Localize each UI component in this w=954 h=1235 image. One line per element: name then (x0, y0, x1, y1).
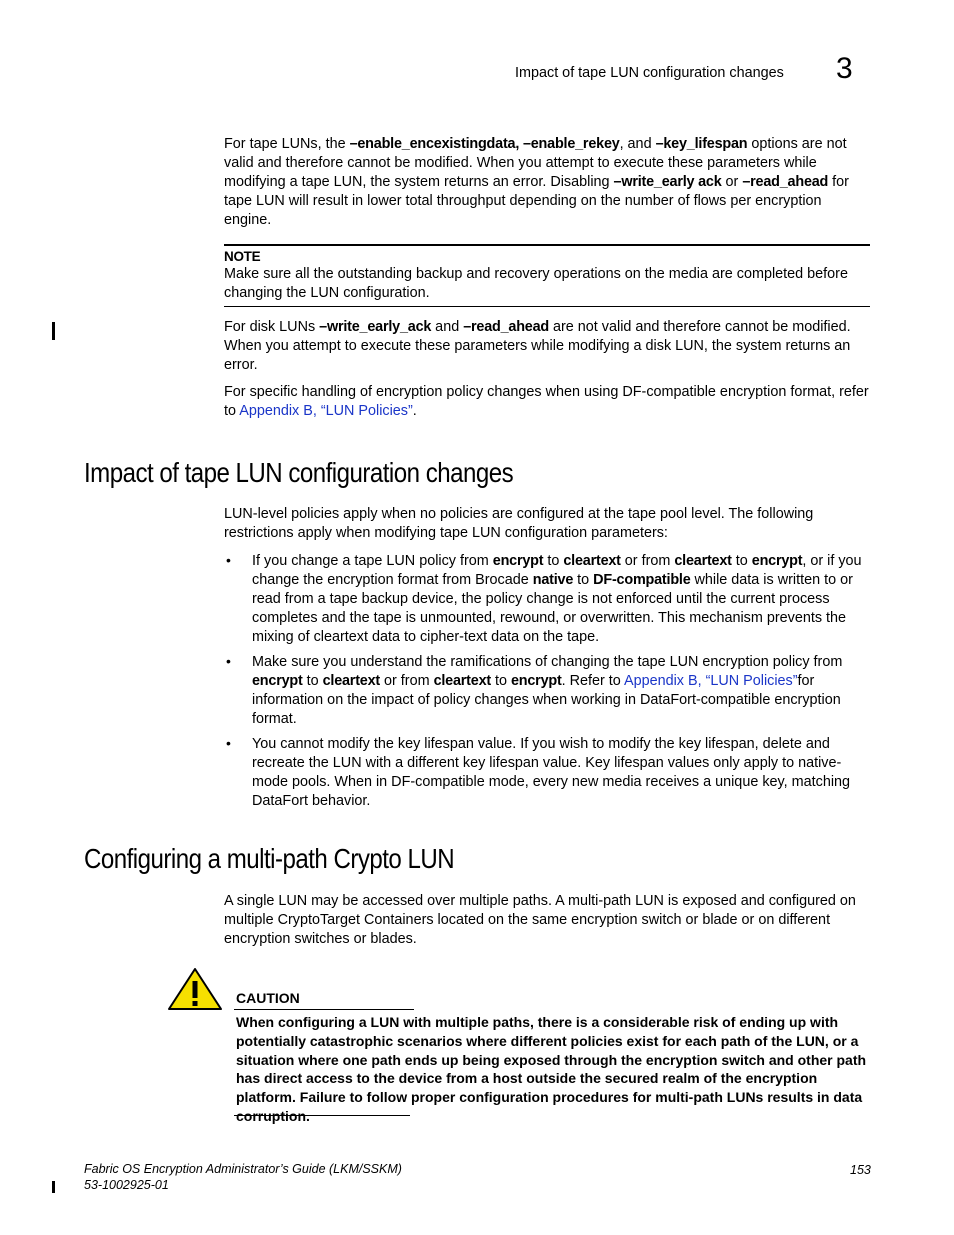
appendix-b-link[interactable]: Appendix B, “LUN Policies” (623, 673, 798, 689)
section2-intro: A single LUN may be accessed over multiple paths. A multi-path LUN is exposed and configured on multiple CryptoTarget Containers located on the same encryption switch or blade or on different encryption switches or blades. (224, 893, 856, 947)
restrictions-list (224, 552, 870, 817)
caution-top-rule (234, 1009, 414, 1010)
bullet-icon: • (226, 735, 231, 751)
page-number: 153 (850, 1163, 871, 1177)
section1-intro: LUN-level policies apply when no policies are configured at the tape pool level. The following restrictions apply when modifying tape LUN configuration parameters: (224, 506, 814, 541)
caution-label: CAUTION (236, 990, 300, 1006)
intro-paragraph-policy-handling: For specific handling of encryption policy changes when using DF-compatible encryption format, refer to Appendix B, “LUN Policies”. (224, 384, 869, 419)
caution-text: When configuring a LUN with multiple paths, there is a considerable risk of ending up with potentially catastrophic scenarios where different policies exist for each path of the LUN, or a situation where one path ends up being exposed through the encryption switch and other path has direct access to the device from a host outside the secured realm of the encryption platform. Failure to follow proper configuration procedures for multi-path LUNs results in data corruption. (236, 1014, 867, 1124)
note-bottom-rule (224, 306, 870, 307)
appendix-b-link[interactable]: Appendix B, “LUN Policies” (239, 403, 413, 419)
intro-paragraph-tape-luns: For tape LUNs, the –enable_encexistingdata, –enable_rekey, and –key_lifespan options are not valid and therefore cannot be modified. When you attempt to execute these parameters while modifying a tape LUN, the system returns an error. Disabling –write_early ack or –read_ahead for tape LUN will result in lower total throughput depending on the number of flows per encryption engine. (224, 136, 849, 228)
section-heading-multipath: Configuring a multi-path Crypto LUN (84, 843, 455, 874)
note-label: NOTE (224, 249, 261, 264)
footer-doc-info (84, 1161, 402, 1193)
list-item: • You cannot modify the key lifespan value. If you wish to modify the key lifespan, delete and recreate the LUN with a different key lifespan value. Key lifespan values only apply to native-mode pools. When in DF-compatible mode, every new media receives a unique key, matching DataFort behavior. (226, 735, 851, 809)
intro-paragraph-disk-luns: For disk LUNs –write_early_ack and –read_ahead are not valid and therefore cannot be modified. When you attempt to execute these parameters while modifying a disk LUN, the system returns an error. (224, 319, 851, 373)
footer-doc-number: 53-1002925-01 (84, 1178, 169, 1192)
bullet-icon: • (226, 653, 231, 669)
change-bar (52, 322, 55, 340)
note-top-rule (224, 244, 870, 246)
note-text: Make sure all the outstanding backup and recovery operations on the media are completed before changing the LUN configuration. (224, 266, 848, 301)
bullet-icon: • (226, 552, 231, 568)
caution-bottom-rule (234, 1115, 410, 1116)
warning-triangle-icon (167, 967, 223, 1011)
running-header-title: Impact of tape LUN configuration changes (515, 65, 784, 81)
change-bar (52, 1181, 55, 1193)
list-item: • Make sure you understand the ramifications of changing the tape LUN encryption policy from encrypt to cleartext or from cleartext to encrypt. Refer to Appendix B, “LUN Policies”for information on the impact of policy changes when working in DataFort-compatible encryption format. (226, 653, 843, 727)
chapter-number: 3 (836, 52, 853, 85)
list-item: • If you change a tape LUN policy from encrypt to cleartext or from cleartext to encrypt, or if you change the encryption format from Brocade native to DF-compatible while data is written to or read from a tape backup device, the policy change is not enforced until the current process completes and the tape is unmounted, rewound, or overwritten. This mechanism prevents the mixing of cleartext data to cipher-text data on the tape. (226, 552, 862, 645)
section-heading-impact: Impact of tape LUN configuration changes (84, 457, 514, 488)
footer-doc-title: Fabric OS Encryption Administrator’s Guide (LKM/SSKM) (84, 1162, 402, 1176)
